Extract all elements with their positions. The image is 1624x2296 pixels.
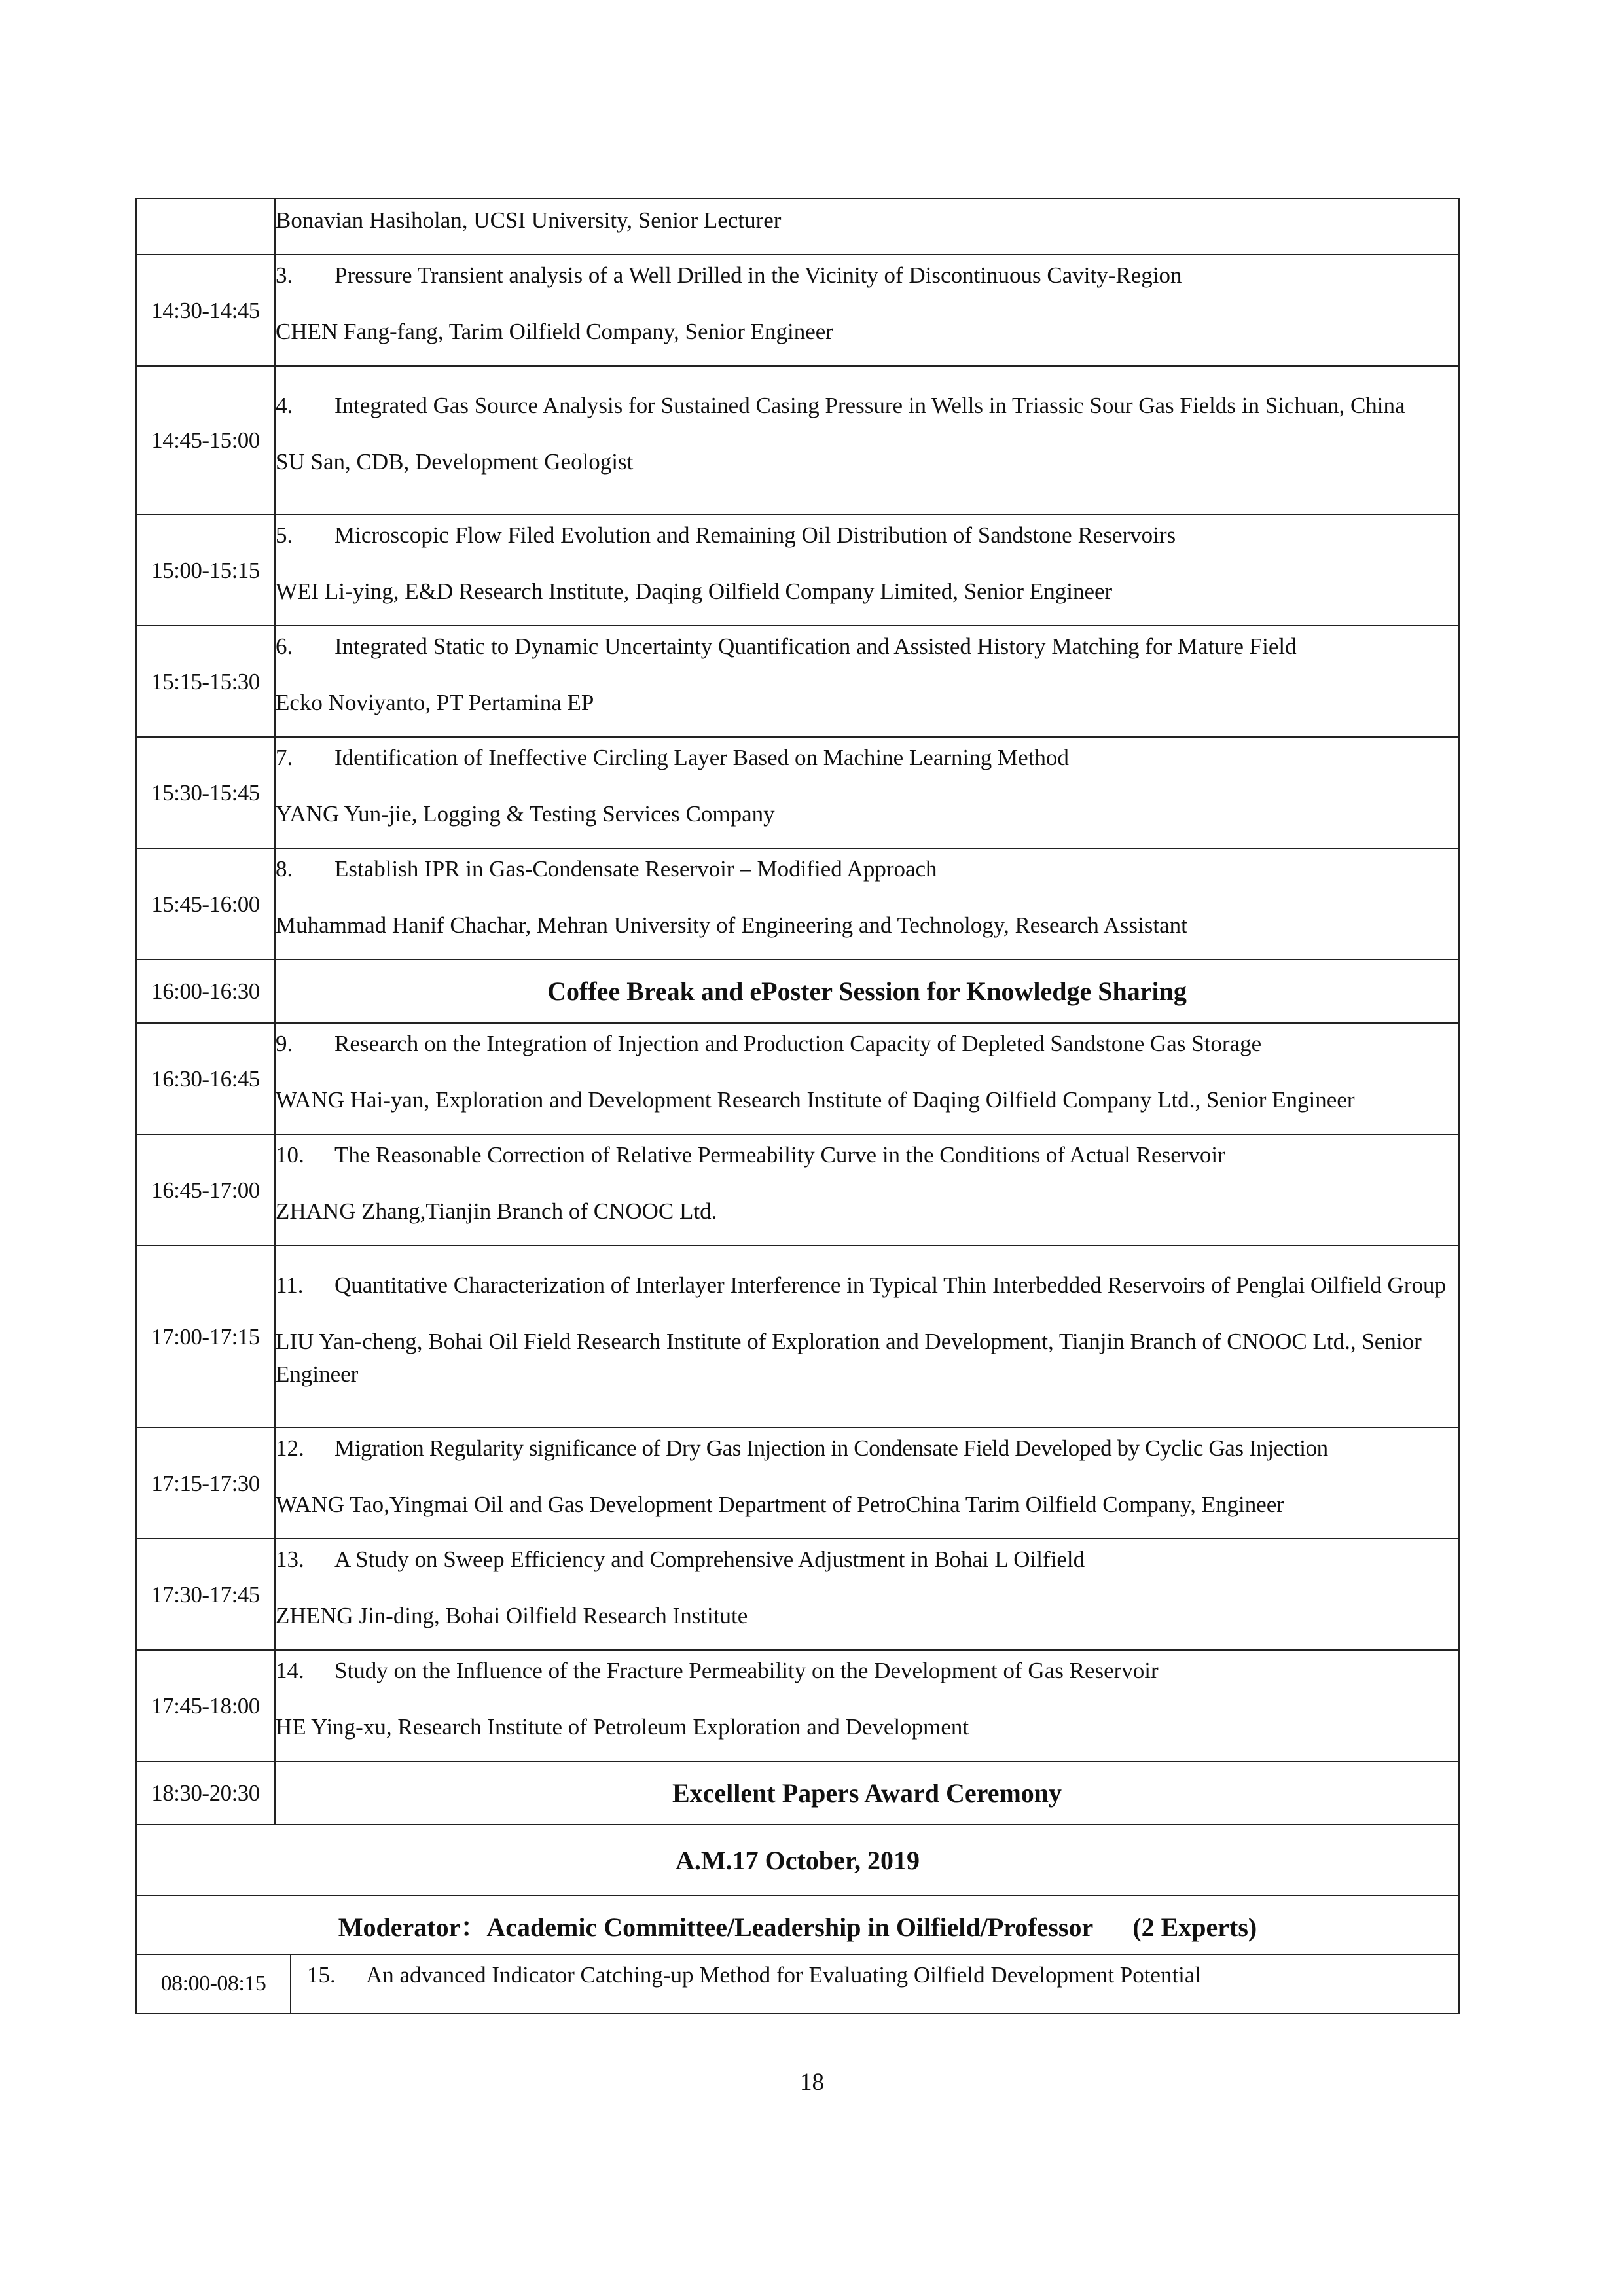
table-row [136,514,1459,626]
talk-title: A Study on Sweep Efficiency and Comprehensive Adjustment in Bohai L Oilfield [334,1547,1085,1572]
table-row [136,1246,1459,1427]
talk-title: Integrated Static to Dynamic Uncertainty Quantification and Assisted History Matching for Mature Field [334,634,1297,659]
schedule-table [135,198,1460,2014]
talk-cell [275,1246,1459,1427]
last-talk-wrapper [136,1954,1459,2013]
table-row [136,1650,1459,1761]
table-row [136,255,1459,366]
time-slot: 17:30-17:45 [136,1539,275,1650]
talk-author: ZHENG Jin-ding, Bohai Oilfield Research Institute [276,1603,748,1628]
table-row [136,1134,1459,1246]
coffee-break-label: Coffee Break and ePoster Session for Knowledge Sharing [275,960,1459,1023]
talk-number: 3. [276,262,293,288]
talk-author: Muhammad Hanif Chachar, Mehran University of Engineering and Technology, Research Assistant [276,912,1187,938]
talk-author: YANG Yun-jie, Logging & Testing Services Company [276,801,775,827]
time-slot: 15:45-16:00 [136,848,275,960]
time-slot: 15:15-15:30 [136,626,275,737]
table-row [136,198,1459,255]
talk-number: 4. [276,392,293,418]
talk-number: 13. [276,1547,304,1572]
moderator-row [136,1895,1459,1954]
table-row [136,626,1459,737]
talk-cell [275,255,1459,366]
talk-cell [275,848,1459,960]
talk-number: 10. [276,1142,304,1168]
talk-cell [275,514,1459,626]
table-row-moderator [136,1895,1459,1954]
award-ceremony-label: Excellent Papers Award Ceremony [275,1761,1459,1825]
talk-cell [275,1650,1459,1761]
talk-number: 8. [276,856,293,882]
time-cell-empty [136,198,275,255]
talk-number: 15. [307,1962,336,1988]
talk-number: 7. [276,745,293,770]
talk-title: Integrated Gas Source Analysis for Sustained Casing Pressure in Wells in Triassic Sour Gas Fields in Sichuan, China [334,392,1405,418]
talk-number: 14. [276,1658,304,1683]
table-row-day-banner [136,1825,1459,1895]
talk-cell [275,1023,1459,1134]
talk-title: An advanced Indicator Catching-up Method for Evaluating Oilfield Development Potential [366,1962,1202,1988]
talk-author: CHEN Fang-fang, Tarim Oilfield Company, Senior Engineer [276,319,833,344]
table-row [136,737,1459,848]
talk-number: 11. [276,1272,304,1298]
talk-author: HE Ying-xu, Research Institute of Petroleum Exploration and Development [276,1714,969,1740]
talk-title: Study on the Influence of the Fracture Permeability on the Development of Gas Reservoir [334,1658,1159,1683]
table-row [136,848,1459,960]
author-continuation: Bonavian Hasiholan, UCSI University, Senior Lecturer [275,198,1459,255]
talk-author: WANG Hai-yan, Exploration and Development Research Institute of Daqing Oilfield Company Ltd., Senior Engineer [276,1087,1355,1113]
talk-number: 9. [276,1031,293,1056]
talk-title: Pressure Transient analysis of a Well Drilled in the Vicinity of Discontinuous Cavity-Region [334,262,1182,288]
talk-cell [275,1134,1459,1246]
table-row-ceremony [136,1761,1459,1825]
talk-title: The Reasonable Correction of Relative Permeability Curve in the Conditions of Actual Reservoir [334,1142,1225,1168]
table-row [136,1539,1459,1650]
talk-cell [291,1955,1458,2013]
talk-author: LIU Yan-cheng, Bohai Oil Field Research Institute of Exploration and Development, Tianjin Branch of CNOOC Ltd., Senior Engineer [276,1329,1422,1387]
talk-cell [275,1427,1459,1539]
talk-number: 5. [276,522,293,548]
talk-cell [275,626,1459,737]
talk-title: Identification of Ineffective Circling Layer Based on Machine Learning Method [334,745,1069,770]
talk-cell [275,366,1459,514]
table-row-break [136,960,1459,1023]
time-slot: 14:30-14:45 [136,255,275,366]
talk-number: 6. [276,634,293,659]
time-slot: 08:00-08:15 [137,1955,291,2013]
talk-title: Microscopic Flow Filed Evolution and Remaining Oil Distribution of Sandstone Reservoirs [334,522,1176,548]
talk-title: Research on the Integration of Injection and Production Capacity of Depleted Sandstone Gas Storage [334,1031,1262,1056]
talk-author: ZHANG Zhang,Tianjin Branch of CNOOC Ltd. [276,1198,717,1224]
time-slot: 17:00-17:15 [136,1246,275,1427]
time-slot: 16:00-16:30 [136,960,275,1023]
talk-author: WANG Tao,Yingmai Oil and Gas Development Department of PetroChina Tarim Oilfield Company, Engineer [276,1492,1284,1517]
time-slot: 17:45-18:00 [136,1650,275,1761]
day-banner: A.M.17 October, 2019 [136,1825,1459,1895]
talk-cell [275,737,1459,848]
page-number: 18 [800,2069,824,2096]
time-slot: 16:45-17:00 [136,1134,275,1246]
time-slot: 16:30-16:45 [136,1023,275,1134]
time-slot: 15:30-15:45 [136,737,275,848]
time-slot: 17:15-17:30 [136,1427,275,1539]
talk-title: Establish IPR in Gas-Condensate Reservoir – Modified Approach [334,856,937,882]
time-slot: 18:30-20:30 [136,1761,275,1825]
talk-title: Migration Regularity significance of Dry Gas Injection in Condensate Field Developed by Cyclic Gas Injection [334,1435,1328,1461]
moderator-experts: (2 Experts) [1132,1912,1257,1942]
table-row [136,1954,1459,2013]
talk-author: WEI Li-ying, E&D Research Institute, Daqing Oilfield Company Limited, Senior Engineer [276,579,1113,604]
talk-title: Quantitative Characterization of Interlayer Interference in Typical Thin Interbedded Reservoirs of Penglai Oilfield Group [334,1272,1446,1298]
table-row [136,1427,1459,1539]
talk-author: Ecko Noviyanto, PT Pertamina EP [276,690,594,715]
moderator-label: Moderator：Academic Committee/Leadership in Oilfield/Professor [338,1912,1094,1942]
time-slot: 15:00-15:15 [136,514,275,626]
talk-author: SU San, CDB, Development Geologist [276,448,634,475]
table-row [136,366,1459,514]
time-slot: 14:45-15:00 [136,366,275,514]
talk-number: 12. [276,1435,304,1461]
talk-cell [275,1539,1459,1650]
table-row [136,1023,1459,1134]
